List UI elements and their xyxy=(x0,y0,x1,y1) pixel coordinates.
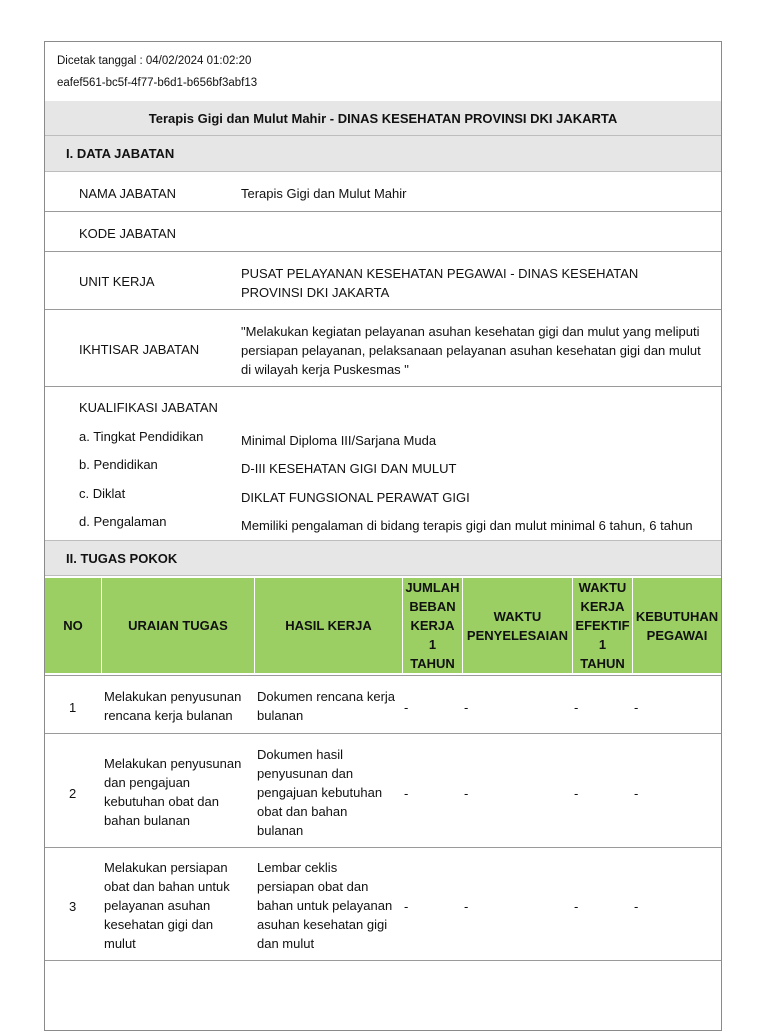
col-header-text: TAHUN xyxy=(580,656,625,671)
cell-line: bahan untuk pelayanan xyxy=(257,898,393,913)
cell-line: obat dan bahan xyxy=(257,804,348,819)
kualifikasi-label: KUALIFIKASI JABATAN xyxy=(79,400,218,415)
col-header-jumlah xyxy=(403,578,462,673)
ikhtisar-line: di wilayah kerja Puskesmas " xyxy=(241,362,409,377)
divider xyxy=(45,309,721,310)
section-tugas-pokok-heading xyxy=(45,540,721,576)
col-header-uraian xyxy=(102,578,254,673)
col-header-text: 1 xyxy=(428,637,437,652)
col-header-text: WAKTU xyxy=(578,580,627,595)
section-data-jabatan-heading xyxy=(45,136,721,172)
col-header-hasil xyxy=(255,578,402,673)
cell-line: Melakukan penyusunan xyxy=(104,756,242,771)
cell-uraian xyxy=(104,754,241,830)
cell-line: dan mulut xyxy=(257,936,315,951)
divider xyxy=(45,386,721,387)
cell-line: Dokumen rencana kerja xyxy=(257,689,396,704)
col-header-text: EFEKTIF xyxy=(575,618,630,633)
col-header-text: KEBUTUHAN xyxy=(635,608,719,624)
ikhtisar-line: persiapan pelayanan, pelaksanaan pelayanan asuhan kesehatan gigi dan mulut xyxy=(241,343,701,358)
col-header-text: NO xyxy=(63,618,83,633)
ikhtisar-line: "Melakukan kegiatan pelayanan asuhan kesehatan gigi dan mulut yang meliputi xyxy=(241,324,700,339)
cell-line: pengajuan kebutuhan xyxy=(257,785,383,800)
cell-line: mulut xyxy=(104,936,136,951)
col-header-text: PENYELESAIAN xyxy=(466,627,569,643)
unit-kerja-value xyxy=(241,264,638,302)
cell-efektif: - xyxy=(574,700,579,715)
col-header-text: JUMLAH xyxy=(405,580,460,595)
unit-kerja-label: UNIT KERJA xyxy=(79,274,155,289)
col-header-text: KERJA xyxy=(410,618,455,633)
cell-line: bulanan xyxy=(257,823,304,838)
kualifikasi-item-value: Minimal Diploma III/Sarjana Muda xyxy=(241,433,437,448)
kualifikasi-item-value: D-III KESEHATAN GIGI DAN MULUT xyxy=(241,461,457,476)
cell-line: persiapan obat dan xyxy=(257,879,369,894)
cell-efektif: - xyxy=(574,786,579,801)
section-heading-text: II. TUGAS POKOK xyxy=(66,550,178,566)
cell-jumlah: - xyxy=(404,700,409,715)
cell-line: kesehatan gigi dan xyxy=(104,917,214,932)
col-header-text: HASIL KERJA xyxy=(285,618,372,633)
cell-line: Melakukan penyusunan xyxy=(104,689,242,704)
nama-jabatan-label: NAMA JABATAN xyxy=(79,186,177,201)
cell-efektif: - xyxy=(574,899,579,914)
col-header-text: TAHUN xyxy=(410,656,455,671)
kode-jabatan-label: KODE JABATAN xyxy=(79,226,177,241)
cell-line: Melakukan persiapan xyxy=(104,860,228,875)
nama-jabatan-value: Terapis Gigi dan Mulut Mahir xyxy=(241,186,407,201)
cell-line: Lembar ceklis xyxy=(257,860,338,875)
table-row-divider xyxy=(45,960,721,961)
kualifikasi-item-label: a. Tingkat Pendidikan xyxy=(79,429,204,444)
cell-line: Dokumen hasil xyxy=(257,747,343,762)
cell-line: kebutuhan obat dan xyxy=(104,794,219,809)
cell-no: 2 xyxy=(69,786,77,801)
col-header-kebutuhan xyxy=(633,578,721,673)
cell-line: pelayanan asuhan xyxy=(104,898,211,913)
col-header-no xyxy=(45,578,101,673)
ikhtisar-jabatan-label: IKHTISAR JABATAN xyxy=(79,342,200,357)
cell-hasil xyxy=(257,687,395,725)
cell-line: penyusunan dan xyxy=(257,766,354,781)
cell-kebutuhan: - xyxy=(634,899,639,914)
divider xyxy=(45,251,721,252)
kualifikasi-item-label: b. Pendidikan xyxy=(79,457,158,472)
cell-waktu: - xyxy=(464,899,469,914)
cell-waktu: - xyxy=(464,786,469,801)
cell-line: asuhan kesehatan gigi xyxy=(257,917,388,932)
cell-jumlah: - xyxy=(404,786,409,801)
print-date: Dicetak tanggal : 04/02/2024 01:02:20 xyxy=(57,55,252,67)
col-header-text: KERJA xyxy=(580,599,625,614)
table-row-divider xyxy=(45,733,721,734)
cell-kebutuhan: - xyxy=(634,700,639,715)
cell-hasil xyxy=(257,745,382,840)
cell-uraian xyxy=(104,858,230,953)
unit-kerja-line: PROVINSI DKI JAKARTA xyxy=(241,285,390,300)
kualifikasi-item-label: d. Pengalaman xyxy=(79,514,167,529)
cell-line: bulanan xyxy=(257,708,304,723)
cell-no: 3 xyxy=(69,899,77,914)
cell-line: dan pengajuan xyxy=(104,775,191,790)
col-header-waktu-penyelesaian xyxy=(463,578,572,673)
unit-kerja-line: PUSAT PELAYANAN KESEHATAN PEGAWAI - DINAS KESEHATAN xyxy=(241,266,639,281)
cell-no: 1 xyxy=(69,700,77,715)
cell-line: obat dan bahan untuk xyxy=(104,879,230,894)
divider xyxy=(45,211,721,212)
document-title xyxy=(45,101,721,136)
cell-jumlah: - xyxy=(404,899,409,914)
col-header-waktu-efektif xyxy=(573,578,632,673)
kualifikasi-item-label: c. Diklat xyxy=(79,486,126,501)
ikhtisar-jabatan-value xyxy=(241,322,701,379)
col-header-text: WAKTU xyxy=(493,608,542,624)
document-id: eafef561-bc5f-4f77-b6d1-b656bf3abf13 xyxy=(57,77,258,89)
col-header-text: BEBAN xyxy=(409,599,456,614)
cell-line: rencana kerja bulanan xyxy=(104,708,233,723)
cell-uraian xyxy=(104,687,241,725)
cell-kebutuhan: - xyxy=(634,786,639,801)
col-header-text: 1 xyxy=(598,637,607,652)
cell-line: bahan bulanan xyxy=(104,813,191,828)
document-title-text: Terapis Gigi dan Mulut Mahir - DINAS KESEHATAN PROVINSI DKI JAKARTA xyxy=(148,110,618,126)
kualifikasi-item-value: Memiliki pengalaman di bidang terapis gigi dan mulut minimal 6 tahun, 6 tahun xyxy=(241,518,693,533)
cell-hasil xyxy=(257,858,392,953)
col-header-text: URAIAN TUGAS xyxy=(128,618,228,633)
kualifikasi-item-value: DIKLAT FUNGSIONAL PERAWAT GIGI xyxy=(241,490,470,505)
section-heading-text: I. DATA JABATAN xyxy=(66,146,175,161)
table-row-divider xyxy=(45,675,721,676)
cell-waktu: - xyxy=(464,700,469,715)
col-header-text: PEGAWAI xyxy=(646,627,708,643)
table-row-divider xyxy=(45,847,721,848)
